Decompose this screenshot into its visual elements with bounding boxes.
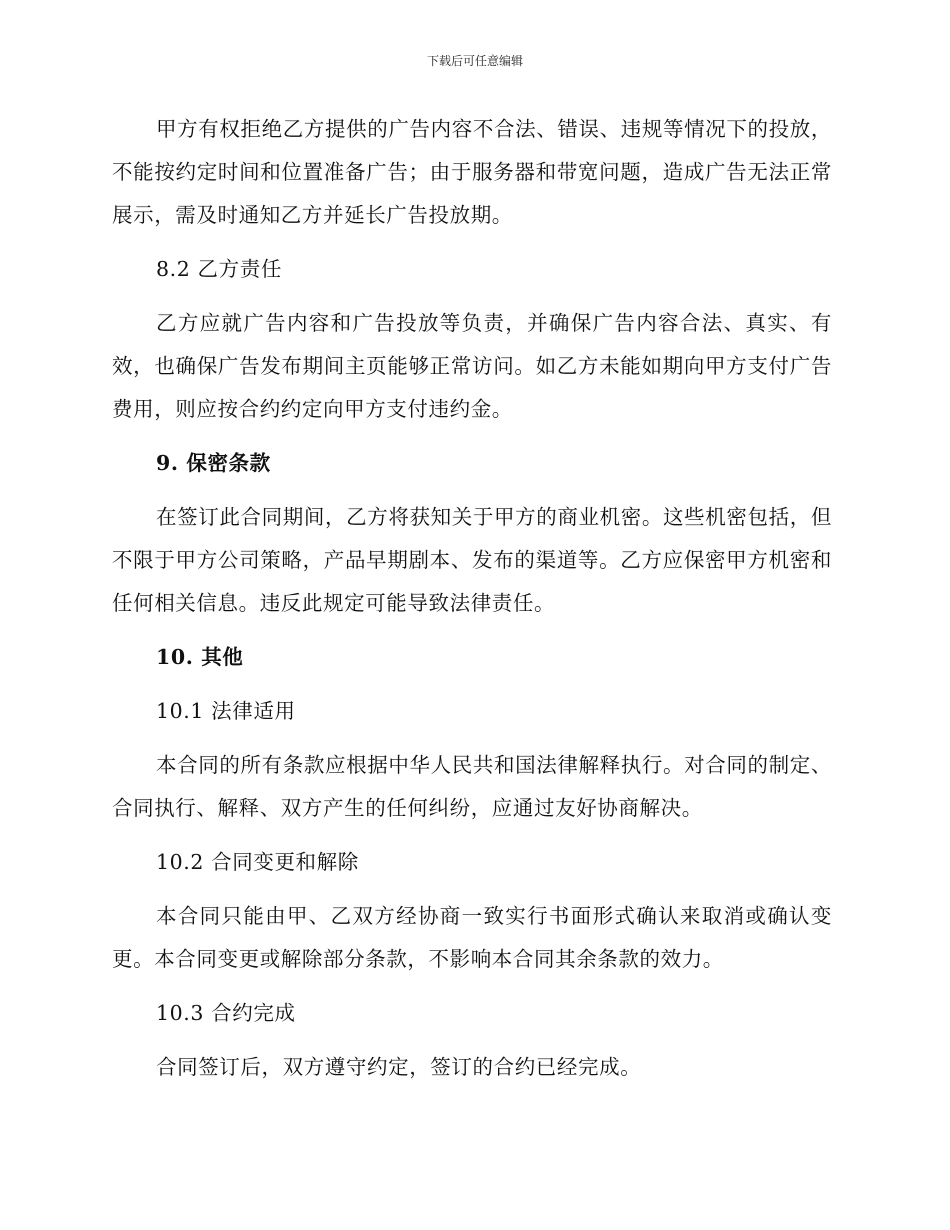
paragraph-contract-change: 本合同只能由甲、乙双方经协商一致实行书面形式确认来取消或确认变更。本合同变更或解除部分条款，不影响本合同其余条款的效力。 [112,904,832,971]
paragraph-party-a-rights: 甲方有权拒绝乙方提供的广告内容不合法、错误、违规等情况下的投放，不能按约定时间和位置准备广告；由于服务器和带宽问题，造成广告无法正常展示，需及时通知乙方并延长广告投放期。 [112,117,832,227]
heading-10-other: 10. 其他 [156,645,244,669]
paragraph-contract-completion: 合同签订后，双方遵守约定，签订的合约已经完成。 [156,1055,642,1079]
paragraph-party-b-responsibility: 乙方应就广告内容和广告投放等负责，并确保广告内容合法、真实、有效，也确保广告发布期间主页能够正常访问。如乙方未能如期向甲方支付广告费用，则应按合约约定向甲方支付违约金。 [112,311,832,421]
subheading-10-3: 10.3 合约完成 [156,1001,296,1025]
document-body [112,108,832,1100]
paragraph-applicable-law: 本合同的所有条款应根据中华人民共和国法律解释执行。对合同的制定、合同执行、解释、双方产生的任何纠纷，应通过友好协商解决。 [112,753,832,820]
subheading-10-1: 10.1 法律适用 [156,699,296,723]
subheading-10-2: 10.2 合同变更和解除 [156,850,359,874]
page-header: 下载后可任意编辑 [426,54,523,68]
paragraph-confidentiality: 在签订此合同期间，乙方将获知关于甲方的商业机密。这些机密包括，但不限于甲方公司策略，产品早期剧本、发布的渠道等。乙方应保密甲方机密和任何相关信息。违反此规定可能导致法律责任。 [112,505,832,615]
subheading-8-2: 8.2 乙方责任 [156,257,282,281]
heading-9-confidentiality: 9. 保密条款 [156,451,271,475]
